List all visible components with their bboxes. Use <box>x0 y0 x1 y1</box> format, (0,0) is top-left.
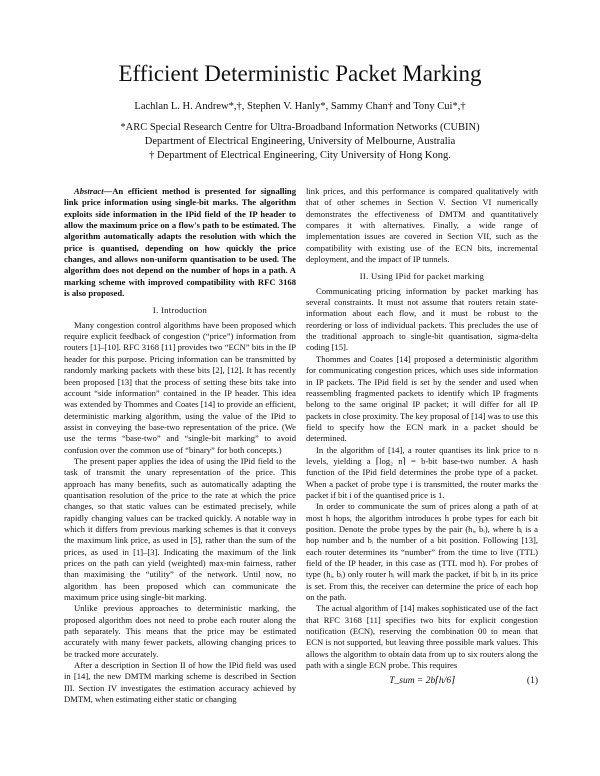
body-paragraph: In order to communicate the sum of prices along a path of at most h hops, the algorithm introduces h probe types for each bit position. Denote the probe types by the pair (hᵢ, bᵢ), where hᵢ is a hop number and bᵢ the number of a bit position. Following [13], each router determines its “number” from the time to live (TTL) field of the IP header, in this case as (TTL mod h). For probes of type (hᵢ, bᵢ) only router hᵢ will mark the packet, if bit bᵢ in its price is set. From this, the receiver can determine the price of each hop on the path. <box>306 501 538 603</box>
section-heading-using-ipid: II. Using IPid for packet marking <box>359 271 485 282</box>
equation-body: T_sum = 2b⌈h/6⌉ <box>389 676 455 687</box>
paper-title: Efficient Deterministic Packet Marking <box>118 61 482 86</box>
abstract-body: An efficient method is presented for signalling link price information using single-bit marks. The algorithm exploits side information in the IPid field of the IP header to allow the maximum price on a flow's path to be estimated. The algorithm automatically adapts the resolution with which the price is quantised, depending on how quickly the price changes, and allows non-uniform quantisation to be used. The algorithm does not depend on the number of hops in a path. A marking scheme with improved compatibility with RFC 3168 is also proposed. <box>64 186 296 299</box>
affiliation-line: Department of Electrical Engineering, University of Melbourne, Australia <box>144 136 456 147</box>
affiliation-line: *ARC Special Research Centre for Ultra-Broadband Information Networks (CUBIN) <box>120 122 480 133</box>
abstract <box>64 186 296 299</box>
right-column <box>306 186 538 689</box>
equation-number: (1) <box>526 676 538 687</box>
body-paragraph: Many congestion control algorithms have been proposed which require explicit feedback of congestion (“price”) information from routers [1]–[10]. RFC 3168 [11] provides two “ECN” bits in the IP header for this purpose. Pricing information can be transmitted by randomly marking packets with these bits [2], [12]. It has recently been proposed [13] that the process of setting these bits take into account “side information” contained in the IP header. This idea was extended by Thommes and Coates [14] to provide an efficient, deterministic marking algorithm, using the value of the IPid to assist in conveying the base-two representation of the price. (We use the terms “base-two” and “single-bit marking” to avoid confusion over the common use of “binary” for both concepts.) <box>64 319 296 455</box>
body-paragraph: After a description in Section II of how the IPid field was used in [14], the new DMTM marking scheme is described in Section III. Section IV investigates the estimation accuracy achieved by DMTM, when estimating either static or changing <box>64 660 296 705</box>
body-paragraph: Unlike previous approaches to deterministic marking, the proposed algorithm does not need to probe each router along the path separately. This means that the price may be estimated accurately with many fewer packets, allowing changing prices to be tracked more accurately. <box>64 603 296 659</box>
left-column <box>64 186 296 705</box>
abstract-lead: Abstract— <box>74 186 113 196</box>
body-paragraph: The present paper applies the idea of using the IPid field to the task of transmit the unary representation of the price. This approach has many benefits, such as automatically adapting the quantisation resolution of the price to the rate at which the price changes, so that static values can be estimated precisely, while rapidly changing values can be tracked quickly. A notable way in which it differs from previous marking schemes is that it conveys the maximum link price, as used in [5], rather than the sum of the prices, as used in [1]–[3]. Indicating the maximum of the link prices on the path can yield (weighted) max-min fairness, rather than maximising the “utility” of the network. Until now, no algorithm has been proposed which can communicate the maximum price using single-bit marking. <box>64 455 296 603</box>
section-heading-introduction: I. Introduction <box>152 305 208 316</box>
body-paragraph: link prices, and this performance is compared qualitatively with that of other schemes in Section V. Section VI numerically demonstrates the effectiveness of DMTM and quantitatively compares it with alternatives. Finally, a wide range of implementation issues are covered in Section VII, such as the compatibility with existing use of the ECN bits, incremental deployment, and the impact of IP tunnels. <box>306 186 538 265</box>
author-list: Lachlan L. H. Andrew*,†, Stephen V. Hanly*, Sammy Chan† and Tony Cui*,† <box>134 101 466 112</box>
body-paragraph: Thommes and Coates [14] proposed a deterministic algorithm for communicating congestion prices, which uses side information in IP packets. The IPid field is set by the sender and used when reassembling fragmented packets to identify which IP fragments belong to the same original IP packet; it will differ for all IP packets in close proximity. The key proposal of [14] was to use this field to specify how the ECN mark in a packet should be determined. <box>306 353 538 444</box>
equation-1 <box>306 673 538 689</box>
body-paragraph: Communicating pricing information by packet marking has several constraints. It must not assume that routers retain state-information about each flow, and it must be robust to the reordering or loss of individual packets. This precludes the use of the traditional approach to single-bit quantisation, sigma-delta coding [15]. <box>306 285 538 353</box>
body-paragraph: The actual algorithm of [14] makes sophisticated use of the fact that RFC 3168 [11] specifies two bits for explicit congestion notification (ECN), reserving the combination 00 to mean that ECN is not supported, but leaving three possible mark values. This allows the algorithm to obtain data from up to six routers along the path with a single ECN probe. This requires <box>306 603 538 671</box>
body-paragraph: In the algorithm of [14], a router quantises its link price to n levels, yielding a ⌈log₂ n⌉ = b-bit base-two number. A hash function of the IPid field determines the probe type of a packet. When a packet of probe type i is transmitted, the router marks the packet if bit i of the quantised price is 1. <box>306 444 538 500</box>
affiliation-line: † Department of Electrical Engineering, City University of Hong Kong. <box>149 150 451 161</box>
affiliations <box>0 121 600 163</box>
